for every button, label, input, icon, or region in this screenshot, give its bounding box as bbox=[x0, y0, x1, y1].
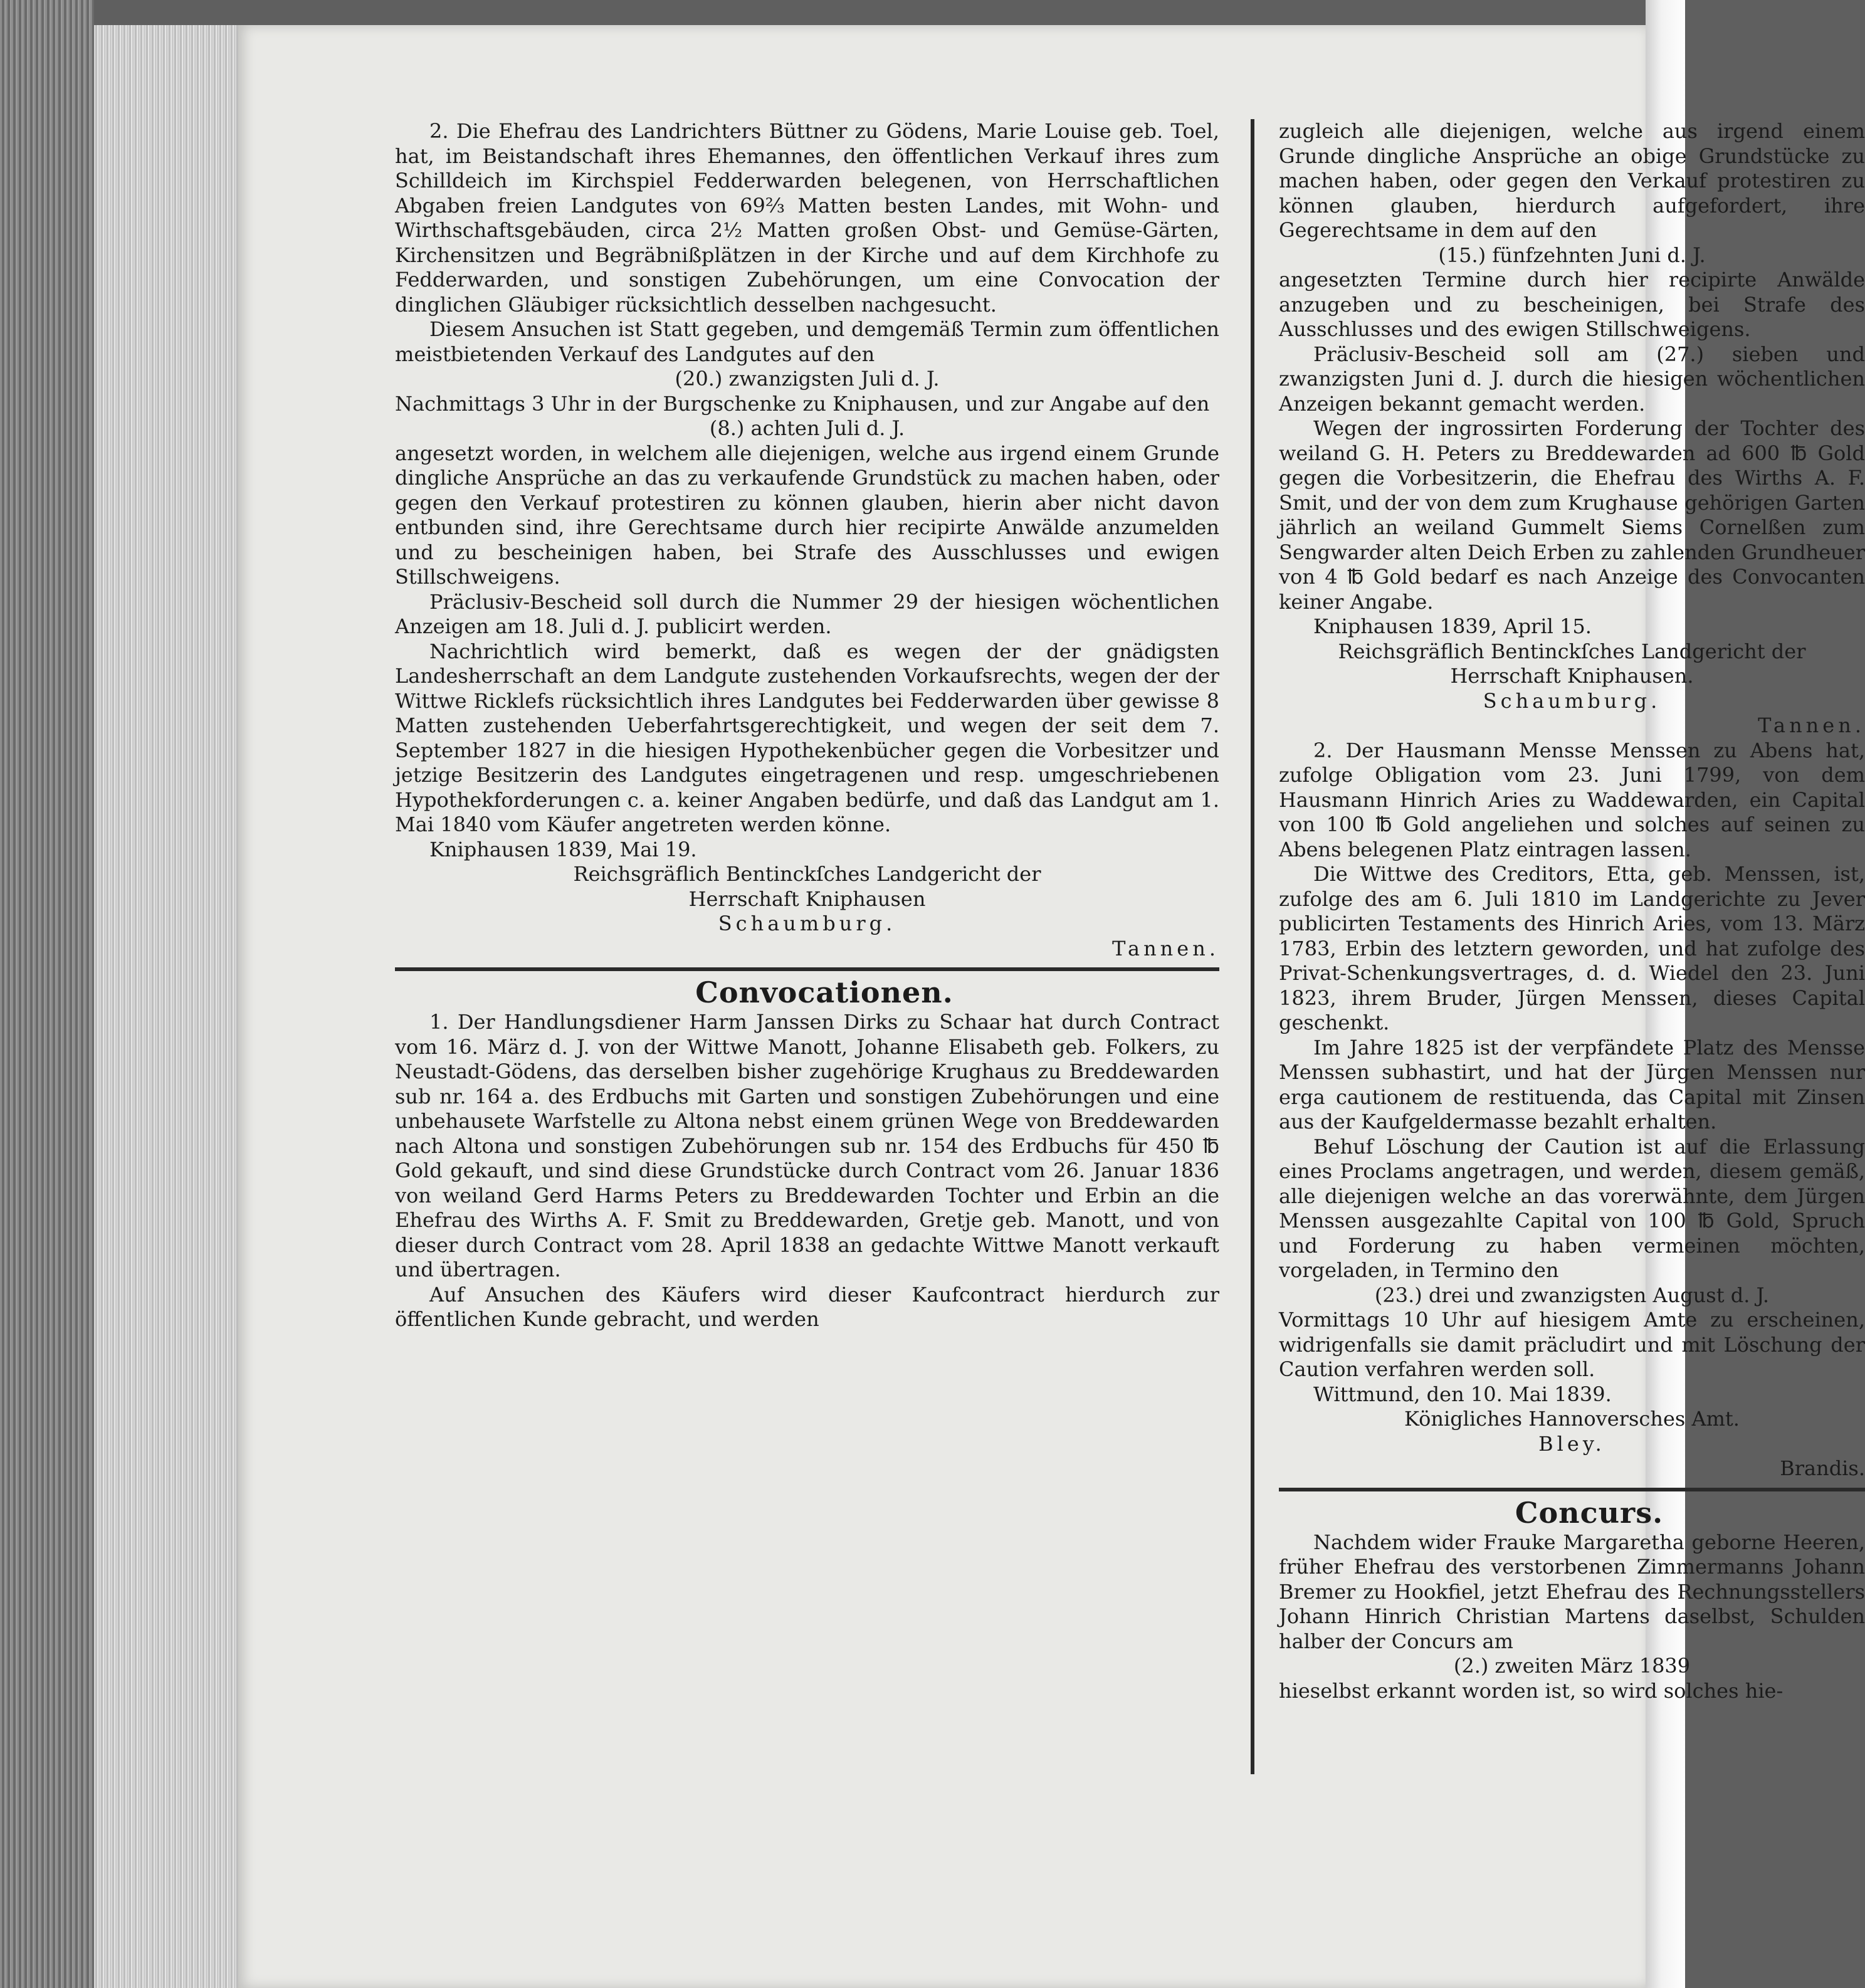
paragraph: angesetzt worden, in welchem alle diejenigen, welche aus irgend einem Grunde dingliche Ansprüche an das zu verkaufende Grundstück zu machen haben, oder gegen den Verkauf protestiren zu können glauben, hierin aber nicht davon entbunden sind, ihre Gerechtsame durch hier recipirte Anwälde anzumelden und zu bescheinigen haben, bei Strafe des Ausschlusses und ewigen Stillschweigens. bbox=[395, 441, 1219, 589]
section-heading: Concurs. bbox=[1515, 1495, 1664, 1530]
paragraph: 2. Die Ehefrau des Landrichters Büttner zu Gödens, Marie Louise geb. Toel, hat, im Beistandschaft ihres Ehemannes, den öffentlichen Verkauf ihres zum Schilldeich im Kirchspiel Fedderwarden belegenen, von Herrschaftlichen Abgaben freien Landgutes von 69⅔ Matten besten Landes, mit Wohn- und Wirthschaftsgebäuden, circa 2½ Matten großen Obst- und Gemüse-Gärten, Kirchensitzen und Begräbnißplätzen in der Kirche und auf dem Kirchhofe zu Fedderwarden, und sonstigen Zubehörungen, um eine Convocation der dinglichen Gläubiger rücksichtlich desselben nachgesucht. bbox=[395, 119, 1219, 317]
book-page-edges bbox=[94, 25, 238, 1988]
right-column bbox=[1279, 119, 1865, 1703]
term-date: (23.) drei und zwanzigsten August d. J. bbox=[1374, 1283, 1770, 1307]
signature: Schaumburg. bbox=[718, 912, 896, 935]
signature: Tannen. bbox=[1112, 936, 1219, 960]
term-date: (2.) zweiten März 1839 bbox=[1453, 1654, 1691, 1678]
signature: Schaumburg. bbox=[1483, 688, 1661, 713]
court-name: Herrschaft Kniphausen. bbox=[1450, 664, 1694, 688]
paragraph: Behuf Löschung der Caution ist auf die Erlassung eines Proclams angetragen, und werden, diesem gemäß, alle diejenigen welche an das vorerwähnte, dem Jürgen Menssen ausgezahlte Capital von 100 ℔ Gold, Spruch und Forderung zu haben vermeinen möchten, vorgeladen, in Termino den bbox=[1279, 1134, 1865, 1282]
newspaper-page bbox=[238, 25, 1865, 1988]
paragraph: Präclusiv-Bescheid soll durch die Nummer 29 der hiesigen wöchentlichen Anzeigen am 18. Juli d. J. publicirt werden. bbox=[395, 589, 1219, 638]
column-divider bbox=[1251, 119, 1254, 1774]
court-name: Herrschaft Kniphausen bbox=[688, 886, 926, 911]
term-date: (8.) achten Juli d. J. bbox=[709, 416, 905, 440]
paragraph: 2. Der Hausmann Mensse Menssen zu Abens hat, zufolge Obligation vom 23. Juni 1799, von dem Hausmann Hinrich Aries zu Waddewarden, ein Capital von 100 ℔ Gold angeliehen und solches auf seinen zu Abens belegenen Platz eintragen lassen. bbox=[1279, 738, 1865, 861]
signature: Tannen. bbox=[1758, 713, 1865, 737]
section-rule bbox=[1279, 1488, 1865, 1491]
paragraph: zugleich alle diejenigen, welche aus irgend einem Grunde dingliche Ansprüche an obige Grundstücke zu machen haben, oder gegen den Verkauf protestiren zu können glauben, hierdurch aufgefordert, ihre Gegerechtsame in dem auf den bbox=[1279, 119, 1865, 242]
court-name: Reichsgräflich Bentinckſches Landgericht der bbox=[573, 862, 1041, 886]
office-name: Königliches Hannoversches Amt. bbox=[1404, 1407, 1740, 1431]
place-date: Wittmund, den 10. Mai 1839. bbox=[1313, 1382, 1612, 1406]
paragraph: Nachmittags 3 Uhr in der Burgschenke zu Kniphausen, und zur Angabe auf den bbox=[395, 391, 1210, 416]
paragraph: Nachdem wider Frauke Margaretha geborne Heeren, früher Ehefrau des verstorbenen Zimmermanns Johann Bremer zu Hookfiel, jetzt Ehefrau des Rechnungsstellers Johann Hinrich Christian Martens daselbst, Schulden halber der Concurs am bbox=[1279, 1530, 1865, 1653]
paragraph: Die Wittwe des Creditors, Etta, geb. Menssen, ist, zufolge des am 6. Juli 1810 im Landgerichte zu Jever publicirten Testaments des Hinrich Aries, vom 13. März 1783, Erbin des letztern geworden, und hat zufolge des Privat-Schenkungsvertrages, d. d. Wiedel den 23. Juni 1823, ihrem Bruder, Jürgen Menssen, dieses Capital geschenkt. bbox=[1279, 862, 1865, 1034]
place-date: Kniphausen 1839, April 15. bbox=[1313, 614, 1592, 638]
term-date: (15.) fünfzehnten Juni d. J. bbox=[1438, 243, 1706, 267]
place-date: Kniphausen 1839, Mai 19. bbox=[429, 837, 697, 861]
signature: Bley. bbox=[1538, 1431, 1605, 1456]
paragraph: 1. Der Handlungsdiener Harm Janssen Dirks zu Schaar hat durch Contract vom 16. März d. J. von der Wittwe Manott, Johanne Elisabeth geb. Folkers, zu Neustadt-Gödens, das derselben bisher zugehörige Krughaus zu Breddewarden sub nr. 164 a. des Erdbuchs mit Garten und sonstigen Zubehörungen und eine unbehausete Warfstelle zu Altona nebst einem grünen Wege von Breddewarden nach Altona und sonstigen Zubehörungen sub nr. 154 des Erdbuchs für 450 ℔ Gold gekauft, und sind diese Grundstücke durch Contract vom 26. Januar 1836 von weiland Gerd Harms Peters zu Breddewarden Tochter und Erbin an die Ehefrau des Wirths A. F. Smit zu Breddewarden, Gretje geb. Manott, und von dieser durch Contract vom 28. April 1838 an gedachte Wittwe Manott verkauft und übertragen. bbox=[395, 1010, 1219, 1281]
paragraph: Nachrichtlich wird bemerkt, daß es wegen der der gnädigsten Landesherrschaft an dem Landgute zustehenden Vorkaufsrechts, wegen der der Wittwe Ricklefs rücksichtlich ihres Landgutes bei Fedderwarden über gewisse 8 Matten zustehenden Ueberfahrtsgerechtigkeit, und wegen der seit dem 7. September 1827 in die hiesigen Hypothekenbücher gegen die Vorbesitzer und jetzige Besitzerin des Landgutes eingetragenen und resp. umgeschriebenen Hypothekforderungen c. a. keiner Angaben bedürfe, und daß das Landgut am 1. Mai 1840 vom Käufer angetreten werden könne. bbox=[395, 639, 1219, 836]
paragraph: Vormittags 10 Uhr auf hiesigem Amte zu erscheinen, widrigenfalls sie damit präcludirt und mit Löschung der Caution verfahren werden soll. bbox=[1279, 1308, 1865, 1381]
term-date: (20.) zwanzigsten Juli d. J. bbox=[675, 367, 940, 391]
court-name: Reichsgräflich Bentinckſches Landgericht der bbox=[1338, 639, 1806, 663]
left-column bbox=[395, 119, 1219, 1332]
paragraph: Präclusiv-Bescheid soll am (27.) sieben und zwanzigsten Juni d. J. durch die hiesigen wöchentlichen Anzeigen bekannt gemacht werden. bbox=[1279, 342, 1865, 416]
signature: Brandis. bbox=[1780, 1456, 1865, 1480]
section-rule bbox=[395, 967, 1219, 971]
section-heading: Convocationen. bbox=[695, 976, 954, 1009]
paragraph: angesetzten Termine durch hier recipirte Anwälde anzugeben und zu bescheinigen, bei Strafe des Ausschlusses und des ewigen Stillschweigens. bbox=[1279, 268, 1865, 341]
paragraph: Auf Ansuchen des Käufers wird dieser Kaufcontract hierdurch zur öffentlichen Kunde gebracht, und werden bbox=[395, 1282, 1219, 1331]
paragraph: hieselbst erkannt worden ist, so wird solches hie- bbox=[1279, 1678, 1784, 1703]
paragraph: Im Jahre 1825 ist der verpfändete Platz des Mensse Menssen subhastirt, und hat der Jürgen Menssen nur erga cautionem de restituenda, das Capital mit Zinsen aus der Kaufgeldermasse bezahlt erhalten. bbox=[1279, 1035, 1865, 1133]
scan-border-left bbox=[0, 0, 94, 1988]
paragraph: Diesem Ansuchen ist Statt gegeben, und demgemäß Termin zum öffentlichen meistbietenden Verkauf des Landgutes auf den bbox=[395, 317, 1219, 366]
paragraph: Wegen der ingrossirten Forderung der Tochter des weiland G. H. Peters zu Breddewarden ad 600 ℔ Gold gegen die Vorbesitzerin, die Ehefrau des Wirths A. F. Smit, und der von dem zum Krughause gehörigen Garten jährlich an weiland Gummelt Siems Cornelßen zum Sengwarder alten Deich Erben zu zahlenden Grundheuer von 4 ℔ Gold bedarf es nach Anzeige des Convocanten keiner Angabe. bbox=[1279, 416, 1865, 614]
